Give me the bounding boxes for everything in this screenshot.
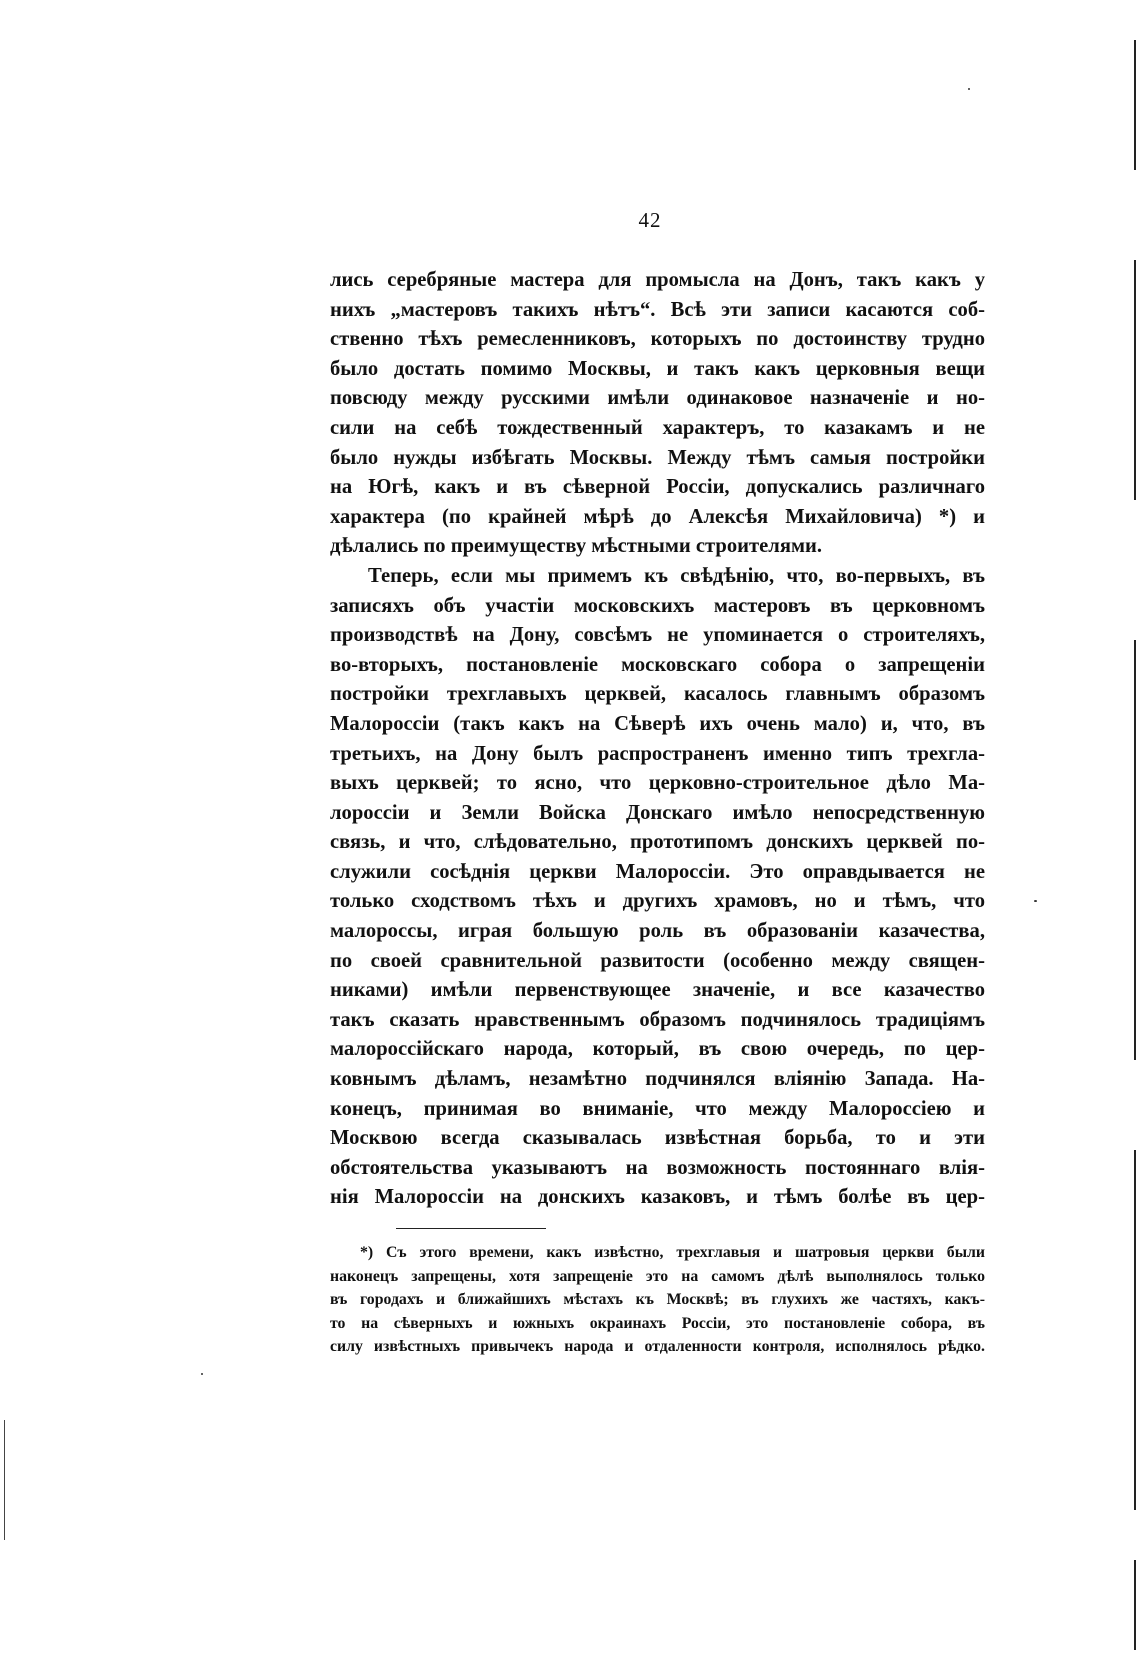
scan-edge-mark (1134, 1150, 1136, 1510)
footnote-line: силу извѣстныхъ привычекъ народа и отдаленности контроля, исполнялось рѣдко. (330, 1338, 985, 1355)
body-text (330, 266, 985, 1213)
text-line: ковнымъ дѣламъ, незамѣтно подчинялся вліянію Запада. На- (330, 1068, 985, 1091)
text-line: по своей сравнительной развитости (особенно между священ- (330, 949, 985, 972)
text-line: выхъ церквей; то ясно, что церковно-строительное дѣло Ма- (330, 772, 985, 795)
text-line: лороссіи и Земли Войска Донскаго имѣло непосредственную (330, 801, 985, 824)
text-line: было достать помимо Москвы, и такъ какъ церковныя вещи (330, 357, 985, 380)
scan-edge-mark (1134, 640, 1136, 1060)
text-line: конецъ, принимая во вниманіе, что между Малороссіею и (330, 1097, 985, 1120)
text-line: нихъ „мастеровъ такихъ нѣтъ“. Всѣ эти записи касаются соб- (330, 298, 985, 321)
footnote-line: наконецъ запрещены, хотя запрещеніе это на самомъ дѣлѣ выполнялось только (330, 1267, 985, 1285)
text-line: ственно тѣхъ ремесленниковъ, которыхъ по достоинству трудно (330, 328, 985, 351)
page-number: 42 (638, 208, 662, 232)
text-line: только сходствомъ тѣхъ и другихъ храмовъ, но и тѣмъ, что (330, 890, 985, 913)
text-line: связь, и что, слѣдовательно, прототипомъ донскихъ церквей по- (330, 831, 985, 854)
text-line: записяхъ объ участіи московскихъ мастеровъ въ церковномъ (330, 594, 985, 617)
scan-speck (201, 1373, 203, 1375)
text-line: было нужды избѣгать Москвы. Между тѣмъ самыя постройки (330, 446, 985, 469)
text-line: третьихъ, на Дону былъ распространенъ именно типъ трехгла- (330, 742, 985, 765)
text-line: Москвою всегда сказывалась извѣстная борьба, то и эти (330, 1127, 985, 1150)
text-line: малороссійскаго народа, который, въ свою очередь, по цер- (330, 1038, 985, 1061)
text-line: лись серебряные мастера для промысла на Донъ, такъ какъ у (330, 269, 985, 291)
scan-speck (1034, 900, 1037, 902)
text-line: сили на себѣ тождественный характеръ, то казакамъ и не (330, 416, 985, 439)
text-line: производствѣ на Дону, совсѣмъ не упоминается о строителяхъ, (330, 624, 985, 647)
footnote (330, 1241, 985, 1359)
text-line: дѣлались по преимуществу мѣстными строителями. (330, 535, 823, 558)
text-line: нія Малороссіи на донскихъ казаковъ, и тѣмъ болѣе въ цер- (330, 1186, 985, 1209)
scan-edge-mark (1134, 260, 1136, 500)
text-line: никами) имѣли первенствующее значеніе, и все казачество (330, 979, 985, 1002)
paragraph-start-line: Теперь, если мы примемъ къ свѣдѣнію, что, во-первыхъ, въ (368, 564, 985, 587)
text-line: на Югѣ, какъ и въ сѣверной Россіи, допускались различнаго (330, 476, 985, 499)
footnote-line: *) Съ этого времени, какъ извѣстно, трехглавыя и шатровыя церкви были (360, 1244, 985, 1261)
text-line: служили сосѣднія церкви Малороссіи. Это оправдывается не (330, 860, 985, 883)
scan-edge-mark (4, 1420, 5, 1540)
footnote-line: въ городахъ и ближайшихъ мѣстахъ къ Москвѣ; въ глухихъ же частяхъ, какъ- (330, 1291, 985, 1308)
scan-speck (968, 88, 970, 90)
text-line: такъ сказать нравственнымъ образомъ подчинялось традиціямъ (330, 1008, 985, 1031)
text-line: во-вторыхъ, постановленіе московскаго собора о запрещеніи (330, 653, 985, 676)
text-line: обстоятельства указываютъ на возможность постояннаго влія- (330, 1156, 985, 1179)
scan-edge-mark (1134, 40, 1136, 170)
text-line: малороссы, играя большую роль въ образованіи казачества, (330, 920, 985, 943)
text-line: характера (по крайней мѣрѣ до Алексѣя Михайловича) *) и (330, 505, 985, 528)
text-line: Малороссіи (такъ какъ на Сѣверѣ ихъ очень мало) и, что, въ (330, 712, 985, 735)
text-line: повсюду между русскими имѣли одинаковое назначеніе и но- (330, 387, 985, 410)
scan-edge-mark (1134, 1560, 1136, 1650)
footnote-divider (396, 1228, 546, 1229)
text-line: постройки трехглавыхъ церквей, касалось главнымъ образомъ (330, 683, 985, 706)
footnote-line: то на сѣверныхъ и южныхъ окраинахъ Россіи, это постановленіе собора, въ (330, 1314, 985, 1332)
